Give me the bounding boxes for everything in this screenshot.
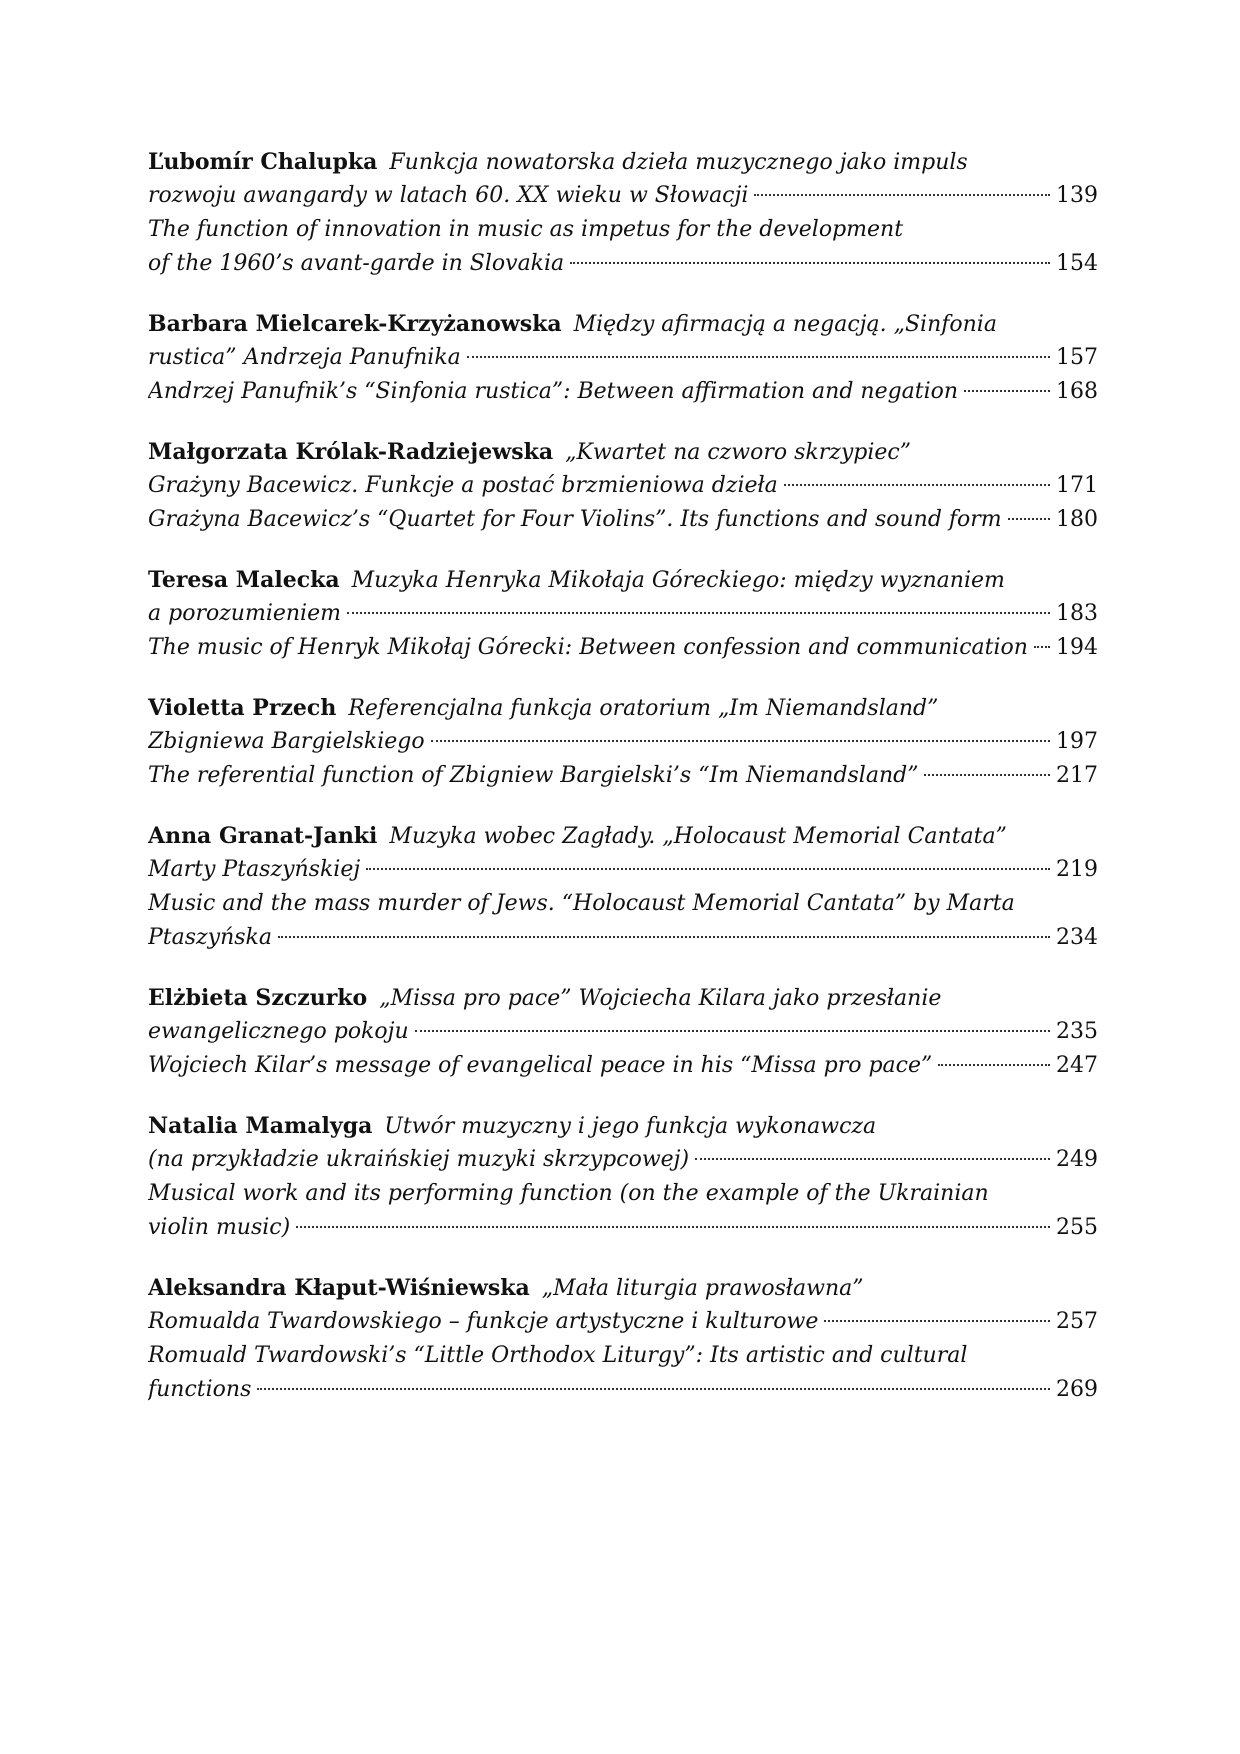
page-number: 249: [1056, 1147, 1098, 1172]
polish-title-line: [148, 145, 1098, 179]
dot-leader: [784, 484, 1050, 486]
polish-title-line: [148, 179, 1098, 213]
title-text: Romualda Twardowskiego – funkcje artystyczne i kulturowe: [148, 1309, 819, 1334]
dot-leader: [964, 390, 1050, 392]
title-text: of the 1960’s avant-garde in Slovakia: [148, 251, 565, 276]
title-text: ewangelicznego pokoju: [148, 1019, 409, 1044]
page-number: 168: [1056, 379, 1098, 404]
author-name: Anna Granat-Janki: [148, 823, 378, 849]
english-title-line: [148, 1373, 1098, 1407]
page-number: 247: [1056, 1053, 1098, 1078]
page-number: 154: [1056, 251, 1098, 276]
polish-title-line: [148, 597, 1098, 631]
polish-title-line: [148, 691, 1098, 725]
author-name: Elżbieta Szczurko: [148, 985, 368, 1011]
page-number: 257: [1056, 1309, 1098, 1334]
english-title-line: [148, 631, 1098, 665]
dot-leader: [366, 868, 1050, 870]
english-title-line: [148, 1339, 1098, 1373]
page-number: 171: [1056, 473, 1098, 498]
english-title-line: [148, 213, 1098, 247]
title-text: Między afirmacją a negacją. „Sinfonia: [573, 312, 997, 337]
english-title-line: [148, 375, 1098, 409]
title-text: The function of innovation in music as impetus for the development: [148, 217, 904, 242]
english-title-line: [148, 887, 1098, 921]
title-text: Romuald Twardowski’s “Little Orthodox Liturgy”: Its artistic and cultural: [148, 1343, 968, 1368]
title-text: The music of Henryk Mikołaj Górecki: Between confession and communication: [148, 635, 1028, 660]
title-text: Wojciech Kilar’s message of evangelical peace in his “Missa pro pace”: [148, 1053, 933, 1078]
title-text: Referencjalna funkcja oratorium „Im Niemandsland”: [348, 696, 939, 721]
english-title-line: [148, 503, 1098, 537]
page-number: 194: [1056, 635, 1098, 660]
page-number: 269: [1056, 1377, 1098, 1402]
dot-leader: [296, 1226, 1050, 1228]
english-title-line: [148, 921, 1098, 955]
dot-leader: [1008, 518, 1050, 520]
title-text: Musical work and its performing function (on the example of the Ukrainian: [148, 1181, 989, 1206]
polish-title-line: [148, 1271, 1098, 1305]
dot-leader: [754, 194, 1050, 196]
polish-title-line: [148, 981, 1098, 1015]
dot-leader: [431, 740, 1050, 742]
polish-title-line: [148, 725, 1098, 759]
title-text: violin music): [148, 1215, 291, 1240]
author-name: Barbara Mielcarek-Krzyżanowska: [148, 311, 562, 337]
toc-entry: [148, 563, 1098, 665]
page-number: 217: [1056, 763, 1098, 788]
author-name: Małgorzata Królak-Radziejewska: [148, 439, 554, 465]
toc-entry: [148, 1271, 1098, 1407]
polish-title-line: [148, 563, 1098, 597]
polish-title-line: [148, 1109, 1098, 1143]
polish-title-line: [148, 435, 1098, 469]
toc-entry: [148, 307, 1098, 409]
polish-title-line: [148, 307, 1098, 341]
toc-entry: [148, 1109, 1098, 1245]
polish-title-line: [148, 1143, 1098, 1177]
toc-entry: [148, 435, 1098, 537]
dot-leader: [695, 1158, 1050, 1160]
title-text: functions: [148, 1377, 252, 1402]
page-number: 234: [1056, 925, 1098, 950]
dot-leader: [415, 1030, 1050, 1032]
page-number: 183: [1056, 601, 1098, 626]
title-text: Grażyna Bacewicz’s “Quartet for Four Violins”. Its functions and sound form: [148, 507, 1002, 532]
english-title-line: [148, 1211, 1098, 1245]
polish-title-line: [148, 819, 1098, 853]
dot-leader: [467, 356, 1050, 358]
title-text: Andrzej Panufnik’s “Sinfonia rustica”: Between affirmation and negation: [148, 379, 959, 404]
page-number: 255: [1056, 1215, 1098, 1240]
english-title-line: [148, 1049, 1098, 1083]
title-text: Muzyka wobec Zagłady. „Holocaust Memorial Cantata”: [389, 824, 1007, 849]
polish-title-line: [148, 1305, 1098, 1339]
title-text: rozwoju awangardy w latach 60. XX wieku w Słowacji: [148, 183, 749, 208]
page-number: 157: [1056, 345, 1098, 370]
polish-title-line: [148, 469, 1098, 503]
toc-entry: [148, 691, 1098, 793]
page-number: 139: [1056, 183, 1098, 208]
title-text: The referential function of Zbigniew Bargielski’s “Im Niemandsland”: [148, 763, 919, 788]
dot-leader: [570, 262, 1050, 264]
title-text: Marty Ptaszyńskiej: [148, 857, 361, 882]
title-text: Ptaszyńska: [148, 925, 272, 950]
dot-leader: [938, 1064, 1050, 1066]
title-text: rustica” Andrzeja Panufnika: [148, 345, 461, 370]
title-text: Zbigniewa Bargielskiego: [148, 729, 425, 754]
dot-leader: [278, 936, 1050, 938]
author-name: Natalia Mamalyga: [148, 1113, 373, 1139]
page-number: 235: [1056, 1019, 1098, 1044]
title-text: (na przykładzie ukraińskiej muzyki skrzypcowej): [148, 1147, 690, 1172]
page-number: 197: [1056, 729, 1098, 754]
page-number: 180: [1056, 507, 1098, 532]
author-name: Violetta Przech: [148, 695, 337, 721]
dot-leader: [824, 1320, 1050, 1322]
author-name: Ľubomír Chalupka: [148, 149, 378, 175]
english-title-line: [148, 247, 1098, 281]
dot-leader: [924, 774, 1050, 776]
title-text: Muzyka Henryka Mikołaja Góreckiego: między wyznaniem: [351, 568, 1005, 593]
toc-entry: [148, 819, 1098, 955]
title-text: „Mała liturgia prawosławna”: [541, 1276, 864, 1301]
table-of-contents: [148, 145, 1098, 1433]
toc-entry: [148, 981, 1098, 1083]
page-number: 219: [1056, 857, 1098, 882]
dot-leader: [257, 1388, 1050, 1390]
polish-title-line: [148, 341, 1098, 375]
title-text: Utwór muzyczny i jego funkcja wykonawcza: [384, 1114, 877, 1139]
dot-leader: [1034, 646, 1050, 648]
author-name: Aleksandra Kłaput-Wiśniewska: [148, 1275, 530, 1301]
toc-entry: [148, 145, 1098, 281]
title-text: a porozumieniem: [148, 601, 341, 626]
author-name: Teresa Malecka: [148, 567, 340, 593]
english-title-line: [148, 759, 1098, 793]
title-text: Funkcja nowatorska dzieła muzycznego jako impuls: [389, 150, 968, 175]
title-text: „Kwartet na czworo skrzypiec”: [565, 440, 911, 465]
title-text: „Missa pro pace” Wojciecha Kilara jako przesłanie: [379, 986, 942, 1011]
title-text: Music and the mass murder of Jews. “Holocaust Memorial Cantata” by Marta: [148, 891, 1015, 916]
polish-title-line: [148, 1015, 1098, 1049]
english-title-line: [148, 1177, 1098, 1211]
polish-title-line: [148, 853, 1098, 887]
dot-leader: [347, 612, 1050, 614]
title-text: Grażyny Bacewicz. Funkcje a postać brzmieniowa dzieła: [148, 473, 778, 498]
